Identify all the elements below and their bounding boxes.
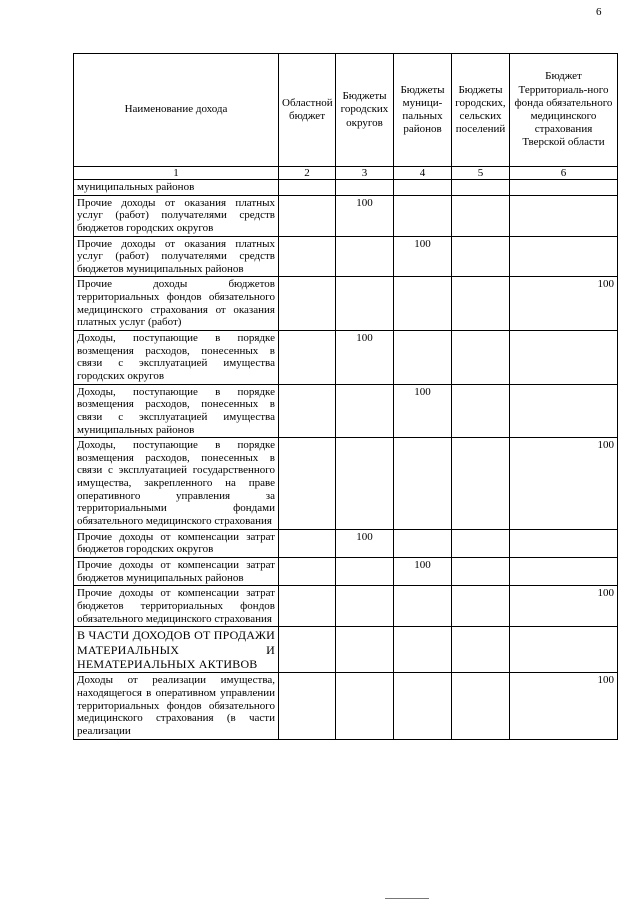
value-regional xyxy=(279,673,336,739)
value-territorial-fund xyxy=(510,180,618,196)
value-city-districts xyxy=(336,180,394,196)
table-row xyxy=(74,195,618,236)
value-territorial-fund xyxy=(510,236,618,277)
header-territorial-fund: Бюджет Территориаль-ного фонда обязательного медицинского страхования Тверской области xyxy=(510,54,618,167)
value-municipal-districts xyxy=(394,438,452,529)
value-municipal-districts xyxy=(394,180,452,196)
table-row xyxy=(74,586,618,627)
column-number: 3 xyxy=(336,167,394,180)
section-heading-row xyxy=(74,627,618,673)
column-number: 4 xyxy=(394,167,452,180)
value-municipal-districts xyxy=(394,195,452,236)
value-city-districts xyxy=(336,673,394,739)
table-row xyxy=(74,331,618,385)
header-regional-budget: Областной бюджет xyxy=(279,54,336,167)
value-territorial-fund: 100 xyxy=(510,438,618,529)
income-name-cell: муниципальных районов xyxy=(74,180,279,196)
value-city-districts: 100 xyxy=(336,331,394,385)
value-settlements xyxy=(452,236,510,277)
value-territorial-fund xyxy=(510,627,618,673)
value-municipal-districts: 100 xyxy=(394,557,452,585)
value-regional xyxy=(279,529,336,557)
column-number: 5 xyxy=(452,167,510,180)
value-city-districts xyxy=(336,586,394,627)
value-municipal-districts xyxy=(394,277,452,331)
income-name-cell: Доходы от реализации имущества, находящегося в оперативном управлении территориальных фондов обязательного медицинского страхования (в части реализации xyxy=(74,673,279,739)
value-settlements xyxy=(452,384,510,438)
scan-artifact-line xyxy=(385,898,429,899)
value-territorial-fund xyxy=(510,195,618,236)
value-settlements xyxy=(452,529,510,557)
value-regional xyxy=(279,195,336,236)
header-city-districts: Бюджеты городских округов xyxy=(336,54,394,167)
page-number: 6 xyxy=(596,6,602,18)
table-row xyxy=(74,277,618,331)
column-number: 6 xyxy=(510,167,618,180)
column-number: 2 xyxy=(279,167,336,180)
value-regional xyxy=(279,627,336,673)
income-name-cell: Прочие доходы от компенсации затрат бюджетов территориальных фондов обязательного медицинского страхования xyxy=(74,586,279,627)
value-settlements xyxy=(452,331,510,385)
value-territorial-fund: 100 xyxy=(510,586,618,627)
table-header-row xyxy=(74,54,618,167)
value-territorial-fund xyxy=(510,331,618,385)
income-name-cell: Прочие доходы от оказания платных услуг (работ) получателями средств бюджетов городских округов xyxy=(74,195,279,236)
income-distribution-table xyxy=(73,53,618,740)
value-regional xyxy=(279,180,336,196)
income-name-cell: Прочие доходы от компенсации затрат бюджетов муниципальных районов xyxy=(74,557,279,585)
value-regional xyxy=(279,438,336,529)
column-number-row xyxy=(74,167,618,180)
value-regional xyxy=(279,331,336,385)
value-municipal-districts: 100 xyxy=(394,236,452,277)
value-city-districts xyxy=(336,557,394,585)
income-name-cell: Прочие доходы от оказания платных услуг (работ) получателями средств бюджетов муниципальных районов xyxy=(74,236,279,277)
table-row xyxy=(74,673,618,739)
header-municipal-districts: Бюджеты муници-пальных районов xyxy=(394,54,452,167)
value-settlements xyxy=(452,195,510,236)
income-name-cell: Прочие доходы от компенсации затрат бюджетов городских округов xyxy=(74,529,279,557)
value-city-districts xyxy=(336,277,394,331)
value-city-districts xyxy=(336,384,394,438)
table-row xyxy=(74,384,618,438)
value-settlements xyxy=(452,277,510,331)
section-heading: В ЧАСТИ ДОХОДОВ ОТ ПРОДАЖИ МАТЕРИАЛЬНЫХ И НЕМАТЕРИАЛЬНЫХ АКТИВОВ xyxy=(74,627,279,673)
value-municipal-districts xyxy=(394,673,452,739)
value-regional xyxy=(279,277,336,331)
income-name-cell: Доходы, поступающие в порядке возмещения расходов, понесенных в связи с эксплуатацией государственного имущества, закрепленного на праве оперативного управления за территориальными фондами обязательного медицинского страхования xyxy=(74,438,279,529)
value-city-districts xyxy=(336,627,394,673)
value-municipal-districts: 100 xyxy=(394,384,452,438)
value-settlements xyxy=(452,673,510,739)
value-settlements xyxy=(452,627,510,673)
table-row xyxy=(74,529,618,557)
value-municipal-districts xyxy=(394,331,452,385)
value-municipal-districts xyxy=(394,586,452,627)
value-settlements xyxy=(452,180,510,196)
value-regional xyxy=(279,557,336,585)
value-regional xyxy=(279,236,336,277)
table-row xyxy=(74,180,618,196)
value-regional xyxy=(279,586,336,627)
income-name-cell: Доходы, поступающие в порядке возмещения расходов, понесенных в связи с эксплуатацией имущества городских округов xyxy=(74,331,279,385)
value-city-districts xyxy=(336,236,394,277)
column-number: 1 xyxy=(74,167,279,180)
value-city-districts: 100 xyxy=(336,195,394,236)
header-income-name: Наименование дохода xyxy=(74,54,279,167)
value-regional xyxy=(279,384,336,438)
value-municipal-districts xyxy=(394,529,452,557)
income-name-cell: Доходы, поступающие в порядке возмещения расходов, понесенных в связи с эксплуатацией имущества муниципальных районов xyxy=(74,384,279,438)
table-row xyxy=(74,438,618,529)
table-row xyxy=(74,557,618,585)
table-row xyxy=(74,236,618,277)
value-city-districts: 100 xyxy=(336,529,394,557)
value-territorial-fund xyxy=(510,557,618,585)
value-city-districts xyxy=(336,438,394,529)
value-territorial-fund: 100 xyxy=(510,277,618,331)
value-settlements xyxy=(452,557,510,585)
income-name-cell: Прочие доходы бюджетов территориальных фондов обязательного медицинского страхования от оказания платных услуг (работ) xyxy=(74,277,279,331)
value-territorial-fund xyxy=(510,529,618,557)
header-settlements: Бюджеты городских, сельских поселений xyxy=(452,54,510,167)
value-municipal-districts xyxy=(394,627,452,673)
value-settlements xyxy=(452,586,510,627)
value-territorial-fund: 100 xyxy=(510,673,618,739)
value-territorial-fund xyxy=(510,384,618,438)
value-settlements xyxy=(452,438,510,529)
